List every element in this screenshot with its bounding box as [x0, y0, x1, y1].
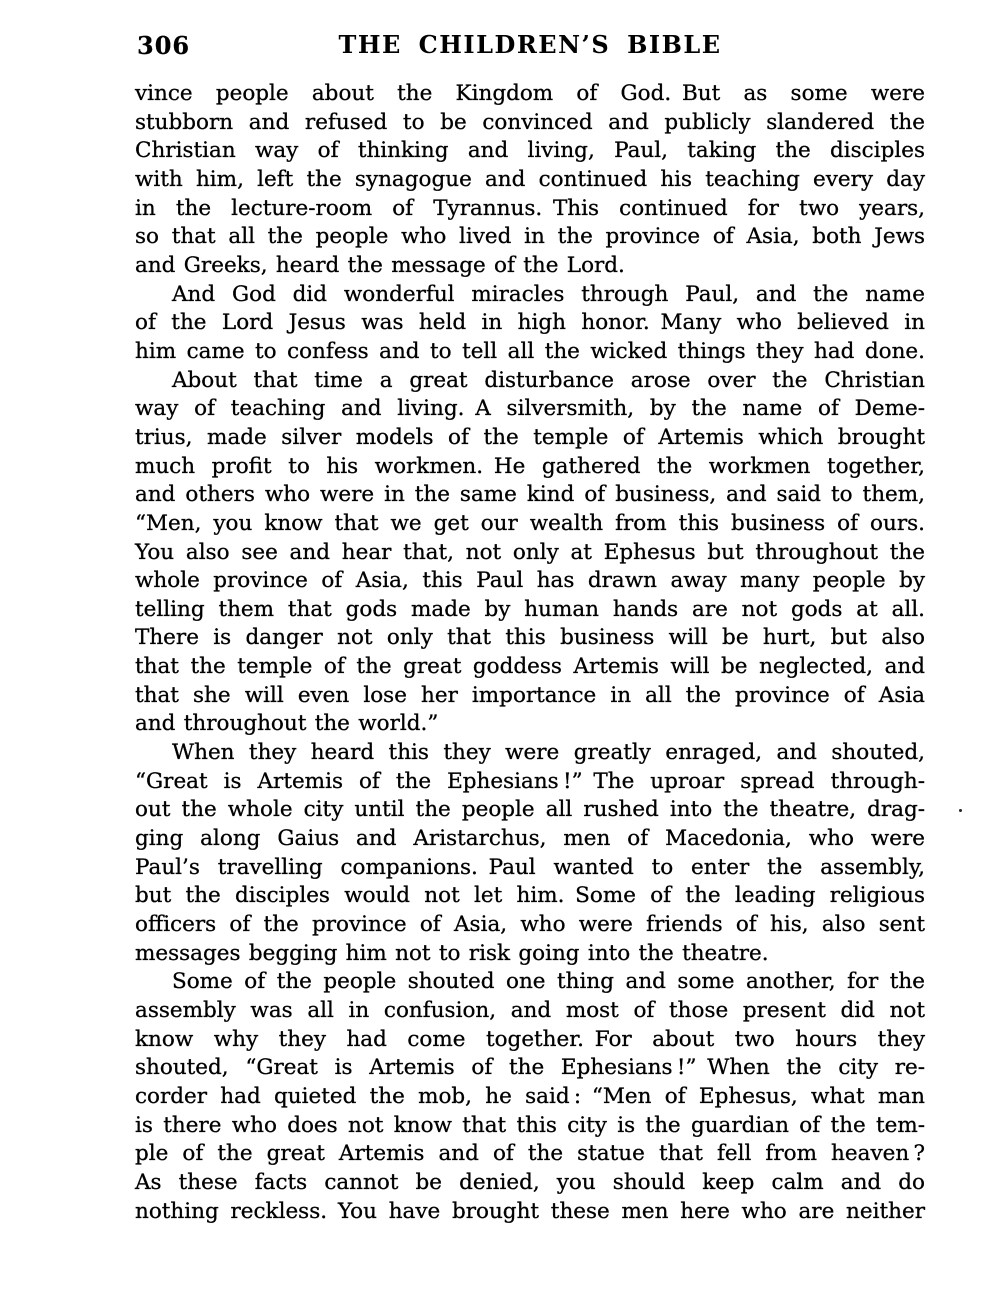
text-line: with him, left the synagogue and continued his teaching every day	[135, 166, 925, 192]
page-header	[135, 30, 925, 62]
text-line: nothing reckless. You have brought these men here who are neither	[135, 1198, 925, 1224]
text-line: whole province of Asia, this Paul has drawn away many people by	[135, 568, 925, 594]
text-line: And God did wonderful miracles through Paul, and the name	[172, 281, 925, 307]
text-line: in the lecture-room of Tyrannus. This continued for two years,	[135, 195, 925, 221]
text-line: out the whole city until the people all rushed into the theatre, drag-	[135, 797, 925, 823]
text-line: vince people about the Kingdom of God. But as some were	[135, 81, 925, 106]
text-line: him came to confess and to tell all the wicked things they had done.	[135, 338, 925, 364]
text-line: assembly was all in confusion, and most of those present did not	[135, 998, 925, 1023]
paragraph	[135, 367, 925, 740]
paragraph	[135, 968, 925, 1226]
text-line: that she will even lose her importance in all the province of Asia	[135, 682, 925, 708]
paragraph	[135, 739, 925, 968]
text-line: that the temple of the great goddess Artemis will be neglected, and	[135, 654, 925, 680]
text-line: When they heard this they were greatly enraged, and shouted,	[172, 740, 925, 766]
page-number: 306	[137, 31, 191, 60]
text-line: ging along Gaius and Aristarchus, men of Macedonia, who were	[135, 826, 925, 852]
text-line: but the disciples would not let him. Some of the leading religious	[135, 883, 925, 909]
text-line: corder had quieted the mob, he said : “Men of Ephesus, what man	[135, 1083, 925, 1109]
text-line: trius, made silver models of the temple of Artemis which brought	[135, 424, 925, 450]
text-line: Paul’s travelling companions. Paul wanted to enter the assembly,	[135, 854, 925, 880]
text-line: officers of the province of Asia, who were friends of his, also sent	[135, 912, 925, 938]
body-text	[135, 80, 925, 1226]
running-title: THE CHILDREN’S BIBLE	[338, 30, 722, 59]
paragraph	[135, 281, 925, 367]
text-line: way of teaching and living. A silversmith, by the name of Deme-	[135, 396, 925, 422]
text-line: shouted, “Great is Artemis of the Ephesians !” When the city re-	[135, 1055, 925, 1081]
text-line: As these facts cannot be denied, you should keep calm and do	[135, 1169, 925, 1195]
paragraph	[135, 80, 925, 281]
text-line: Christian way of thinking and living, Paul, taking the disciples	[135, 138, 925, 164]
scan-speck	[959, 809, 962, 812]
text-line: and Greeks, heard the message of the Lord.	[135, 252, 625, 278]
text-line: telling them that gods made by human hands are not gods at all.	[135, 596, 925, 622]
text-line: and others who were in the same kind of business, and said to them,	[135, 482, 925, 508]
text-line: There is danger not only that this business will be hurt, but also	[135, 625, 925, 651]
text-line: know why they had come together. For about two hours they	[135, 1026, 925, 1052]
text-line: “Men, you know that we get our wealth from this business of ours.	[135, 510, 925, 536]
text-line: much profit to his workmen. He gathered the workmen together,	[135, 453, 925, 479]
text-line: of the Lord Jesus was held in high honor. Many who believed in	[135, 310, 925, 336]
text-line: You also see and hear that, not only at Ephesus but throughout the	[135, 539, 925, 565]
text-line: Some of the people shouted one thing and some another, for the	[172, 969, 925, 995]
text-line: About that time a great disturbance arose over the Christian	[172, 367, 925, 393]
text-line: is there who does not know that this city is the guardian of the tem-	[135, 1112, 925, 1138]
text-line: messages begging him not to risk going into the theatre.	[135, 940, 769, 966]
text-line: so that all the people who lived in the province of Asia, both Jews	[135, 224, 925, 250]
text-line: “Great is Artemis of the Ephesians !” The uproar spread through-	[135, 768, 925, 794]
text-line: stubborn and refused to be convinced and publicly slandered the	[135, 109, 925, 135]
text-line: and throughout the world.”	[135, 711, 439, 737]
text-line: ple of the great Artemis and of the statue that fell from heaven ?	[135, 1141, 925, 1167]
